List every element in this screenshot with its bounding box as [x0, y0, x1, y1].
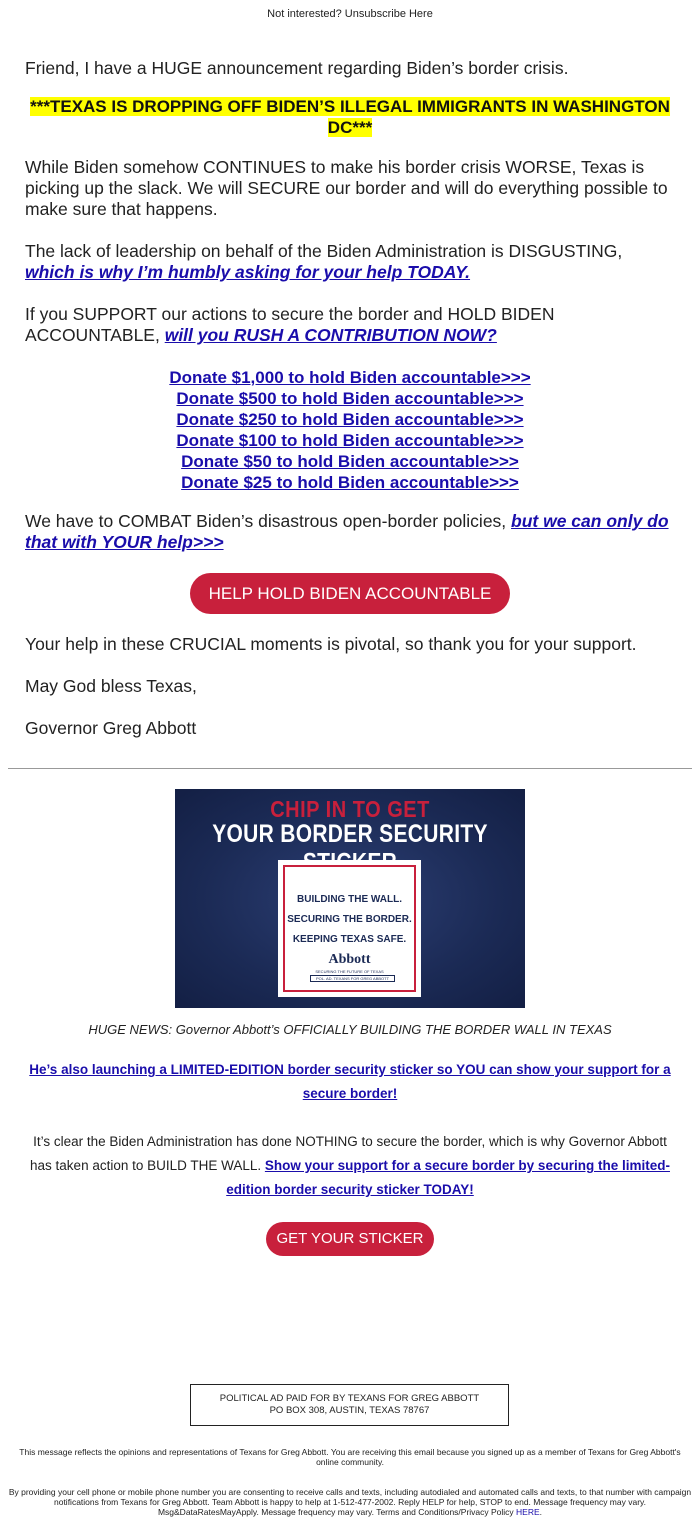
banner-chip-in-text: CHIP IN TO GET [270, 797, 430, 823]
signature: Governor Greg Abbott [25, 718, 197, 738]
sms-consent-end: . [539, 1507, 543, 1517]
hold-biden-accountable-button[interactable]: HELP HOLD BIDEN ACCOUNTABLE [190, 573, 510, 614]
secure-sticker-link[interactable]: Show your support for a secure border by securing the limited-edition border security sticker TODAY! [226, 1158, 670, 1197]
sticker-banner[interactable] [175, 789, 525, 1008]
sms-consent [8, 1487, 692, 1517]
sticker-brand: Abbott [328, 952, 371, 967]
paragraph-3-text: If you SUPPORT our actions to secure the border and HOLD BIDEN ACCOUNTABLE, [25, 304, 555, 345]
sticker-line-1: BUILDING THE WALL. [297, 894, 402, 905]
banner-caption: HUGE NEWS: Governor Abbott’s OFFICIALLY BUILDING THE BORDER WALL IN TEXAS [88, 1022, 612, 1037]
paid-for-box [190, 1384, 509, 1426]
sticker-paid: POL. AD. TEXANS FOR GREG ABBOTT [310, 975, 395, 982]
sticker-lines [285, 890, 414, 950]
sticker-line-2: SECURING THE BORDER. [287, 914, 412, 925]
limited-edition-sticker-link[interactable]: He’s also launching a LIMITED-EDITION border security sticker so YOU can show your support for a secure border! [29, 1062, 671, 1101]
paragraph-2-text: The lack of leadership on behalf of the Biden Administration is DISGUSTING, [25, 241, 623, 261]
section2-paragraph [25, 1130, 675, 1202]
paragraph-1: While Biden somehow CONTINUES to make his border crisis WORSE, Texas is picking up the slack. We will SECURE our border and will do everything possible to make sure that happens. [25, 157, 668, 219]
headline-text: ***TEXAS IS DROPPING OFF BIDEN’S ILLEGAL IMMIGRANTS IN WASHINGTON DC*** [30, 97, 670, 137]
headline [25, 96, 675, 138]
sticker-sub: SECURING THE FUTURE OF TEXAS [315, 969, 384, 974]
paid-for-line-2: PO BOX 308, AUSTIN, TEXAS 78767 [269, 1405, 430, 1416]
paragraph-5: Your help in these CRUCIAL moments is pivotal, so thank you for your support. [25, 634, 637, 654]
sticker-border [283, 865, 416, 992]
donate-25-link[interactable]: Donate $25 to hold Biden accountable>>> [181, 473, 519, 492]
donate-250-link[interactable]: Donate $250 to hold Biden accountable>>> [176, 410, 524, 429]
paragraph-2 [25, 241, 675, 283]
donate-50-link[interactable]: Donate $50 to hold Biden accountable>>> [181, 452, 519, 471]
sticker-link-block [25, 1058, 675, 1106]
your-help-link[interactable]: but we can only do that with YOUR help>>> [25, 511, 669, 552]
paragraph-4-text: We have to COMBAT Biden’s disastrous open-border policies, [25, 511, 512, 531]
paid-for-line-1: POLITICAL AD PAID FOR BY TEXANS FOR GREG ABBOTT [219, 1393, 480, 1404]
rush-contribution-link[interactable]: will you RUSH A CONTRIBUTION NOW? [164, 325, 497, 345]
donate-500-link[interactable]: Donate $500 to hold Biden accountable>>> [176, 389, 524, 408]
paragraph-4 [25, 511, 675, 553]
unsubscribe-link[interactable]: Not interested? Unsubscribe Here [267, 8, 433, 20]
closing-text: May God bless Texas, [25, 676, 197, 696]
section2-paragraph-text: It’s clear the Biden Administration has done NOTHING to secure the border, which is why Governor Abbott has taken action to BUILD THE WALL. [30, 1134, 667, 1173]
sticker-line-3: KEEPING TEXAS SAFE. [292, 934, 407, 945]
donate-100-link[interactable]: Donate $100 to hold Biden accountable>>> [176, 431, 524, 450]
intro-text: Friend, I have a HUGE announcement regarding Biden’s border crisis. [25, 58, 569, 78]
get-your-sticker-button[interactable]: GET YOUR STICKER [266, 1222, 434, 1256]
donate-links [0, 367, 700, 493]
donate-1000-link[interactable]: Donate $1,000 to hold Biden accountable>>> [169, 368, 531, 387]
disclaimer-text: This message reflects the opinions and representations of Texans for Greg Abbott. You are receiving this email because you signed up as a member of Texans for Greg Abbott's online community. [19, 1447, 681, 1467]
divider [8, 768, 692, 769]
paragraph-3 [25, 304, 675, 346]
help-today-link[interactable]: which is why I’m humbly asking for your help TODAY. [25, 262, 471, 282]
banner-title: YOUR BORDER SECURITY [212, 820, 488, 848]
sms-consent-text: By providing your cell phone or mobile phone number you are consenting to receive calls and texts, including autodialed and automated calls and texts, to that number with campaign notifications from Texans for Greg Abbott. Team Abbott is happy to help at 1-512-477-2002. Reply HELP for help, STOP to end. Message frequency may vary. Msg&DataRatesMayApply. Message frequency may vary. Terms and Conditions/Privacy Policy [8, 1487, 692, 1517]
privacy-policy-link[interactable]: HERE [516, 1507, 540, 1517]
sticker-image [278, 860, 421, 997]
